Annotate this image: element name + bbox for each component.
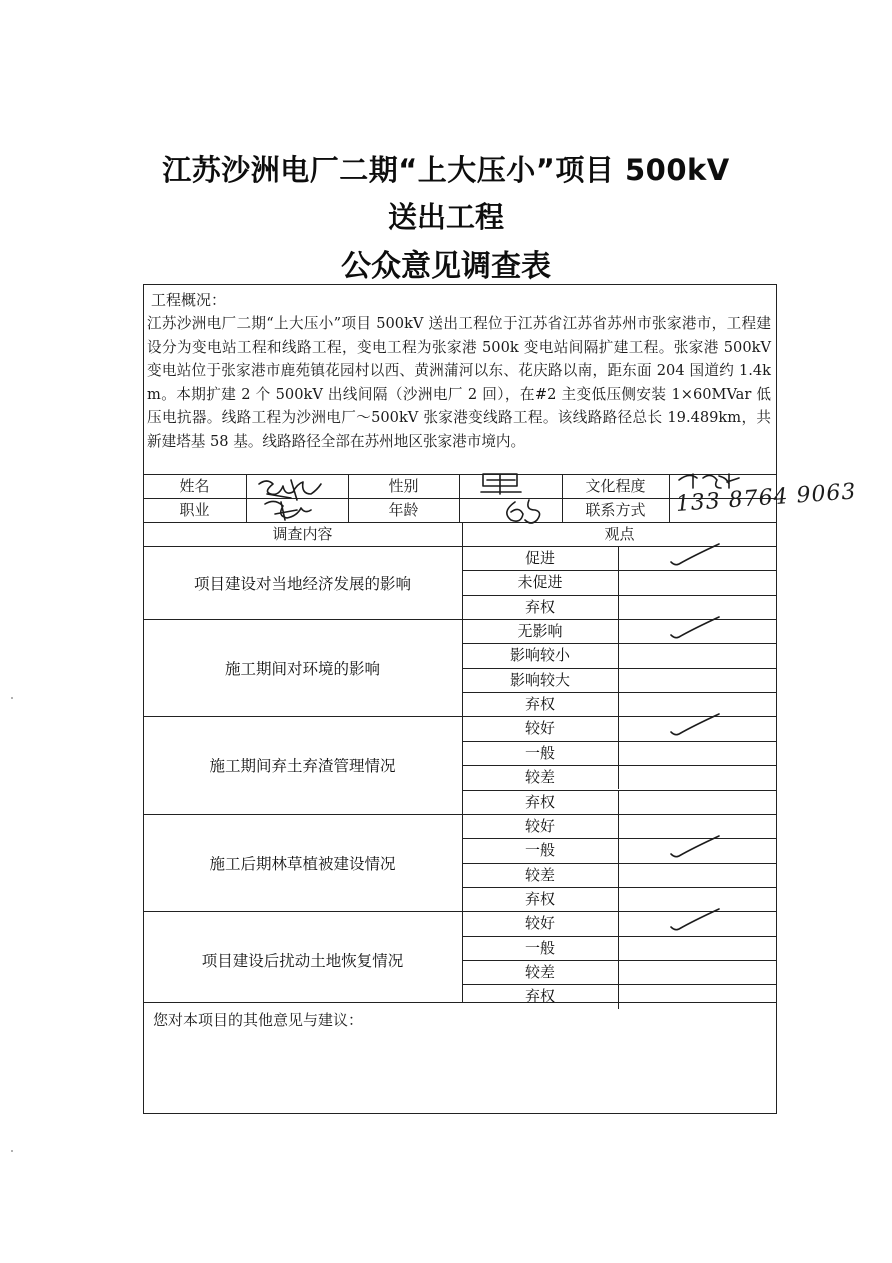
divider (618, 936, 619, 960)
education-label: 文化程度 (585, 477, 646, 495)
option-label: 弃权 (524, 597, 555, 616)
gender-label: 性别 (388, 477, 419, 495)
divider (618, 838, 619, 862)
divider (618, 984, 619, 1008)
divider (618, 668, 619, 692)
option-label: 一般 (524, 841, 555, 860)
divider (618, 911, 619, 935)
divider (618, 765, 619, 789)
occupation-label: 职业 (179, 501, 210, 519)
option-label: 弃权 (524, 889, 555, 908)
divider (462, 692, 777, 693)
check-mark-icon (665, 832, 725, 862)
option-label: 弃权 (524, 987, 555, 1006)
option-label: 较差 (524, 768, 555, 787)
handwritten-age (499, 496, 555, 526)
divider (618, 595, 619, 619)
option-label: 较好 (524, 816, 555, 835)
scan-speck (11, 1150, 13, 1152)
handwritten-phone-number: 133 8764 9063 (675, 479, 858, 517)
question-topic: 施工后期林草植被建设情况 (209, 854, 396, 873)
option-label: 未促进 (517, 573, 563, 592)
divider (618, 960, 619, 984)
divider (618, 790, 619, 814)
overview-text: 江苏沙洲电厂二期“上大压小”项目 500kV 送出工程位于江苏省江苏省苏州市张家港市，工程建设分为变电站工程和线路工程，变电工程为张家港 500k 变电站间隔扩建工程。张家港 500kV 变电站位于张家港市鹿苑镇花园村以西、黄洲蒲河以东、花庆路以南，距东面 204 国道约 1.4km。本期扩建 2 个 500kV 出线间隔（沙洲电厂 2 回），在#2 主变低压侧安装 1×60MVar 低压电抗器。线路工程为沙洲电厂～500kV 张家港变线路工程。该线路路径总长 19.489km，共新建塔基 58 基。线路路径全部在苏州地区张家港市境内。 (147, 315, 771, 450)
opinion-header: 观点 (604, 525, 635, 543)
divider (669, 474, 670, 522)
question-topic: 项目建设对当地经济发展的影响 (193, 574, 411, 593)
question-topic: 项目建设后扰动土地恢复情况 (201, 951, 404, 970)
page-subtitle: 公众意见调查表 (341, 249, 551, 284)
option-label: 促进 (524, 549, 555, 567)
check-mark-icon (665, 710, 725, 740)
question-topic: 施工期间对环境的影响 (224, 659, 380, 678)
divider (462, 936, 777, 937)
divider (618, 643, 619, 667)
divider (462, 741, 777, 742)
divider (459, 474, 460, 522)
divider (462, 643, 777, 644)
option-label: 较好 (524, 719, 555, 738)
divider (143, 522, 777, 523)
option-label: 一般 (524, 743, 555, 762)
divider (246, 474, 247, 522)
handwritten-gender (473, 466, 533, 498)
option-label: 较差 (524, 865, 555, 884)
divider (462, 960, 777, 961)
option-label: 影响较小 (509, 646, 570, 665)
scan-speck (11, 697, 13, 699)
divider (462, 984, 777, 985)
handwritten-name-signature (251, 470, 347, 524)
question-topic: 施工期间弃土弃渣管理情况 (209, 757, 396, 776)
divider (618, 692, 619, 716)
option-label: 较好 (524, 914, 555, 933)
page-title-line-1: 江苏沙洲电厂二期“上大压小”项目 500kV (162, 153, 730, 187)
divider (618, 741, 619, 765)
divider (618, 863, 619, 887)
divider (462, 595, 777, 596)
option-label: 较差 (524, 962, 555, 981)
divider (462, 790, 777, 791)
divider (618, 570, 619, 594)
check-mark-icon (665, 613, 725, 643)
contact-label: 联系方式 (585, 501, 646, 519)
divider (462, 838, 777, 839)
divider (618, 716, 619, 740)
divider (618, 887, 619, 911)
divider (618, 814, 619, 838)
age-label: 年龄 (388, 501, 419, 519)
divider (618, 619, 619, 643)
overview-label: 工程概况： (151, 291, 227, 309)
suggestions-label: 您对本项目的其他意见与建议： (153, 1011, 364, 1029)
option-label: 弃权 (524, 695, 555, 714)
divider (462, 570, 777, 571)
survey-form (143, 284, 858, 1114)
divider (143, 814, 777, 815)
check-mark-icon (665, 905, 725, 935)
divider (462, 668, 777, 669)
divider (462, 863, 777, 864)
content-header: 调查内容 (272, 525, 333, 543)
option-label: 一般 (524, 938, 555, 957)
option-label: 无影响 (517, 622, 563, 641)
page-title-line-2: 送出工程 (387, 200, 504, 234)
option-label: 弃权 (524, 792, 555, 811)
divider (143, 1002, 777, 1003)
divider (462, 765, 777, 766)
name-label: 姓名 (179, 477, 210, 495)
divider (462, 887, 777, 888)
check-mark-icon (665, 540, 725, 570)
divider (618, 546, 619, 570)
option-label: 影响较大 (509, 670, 570, 689)
